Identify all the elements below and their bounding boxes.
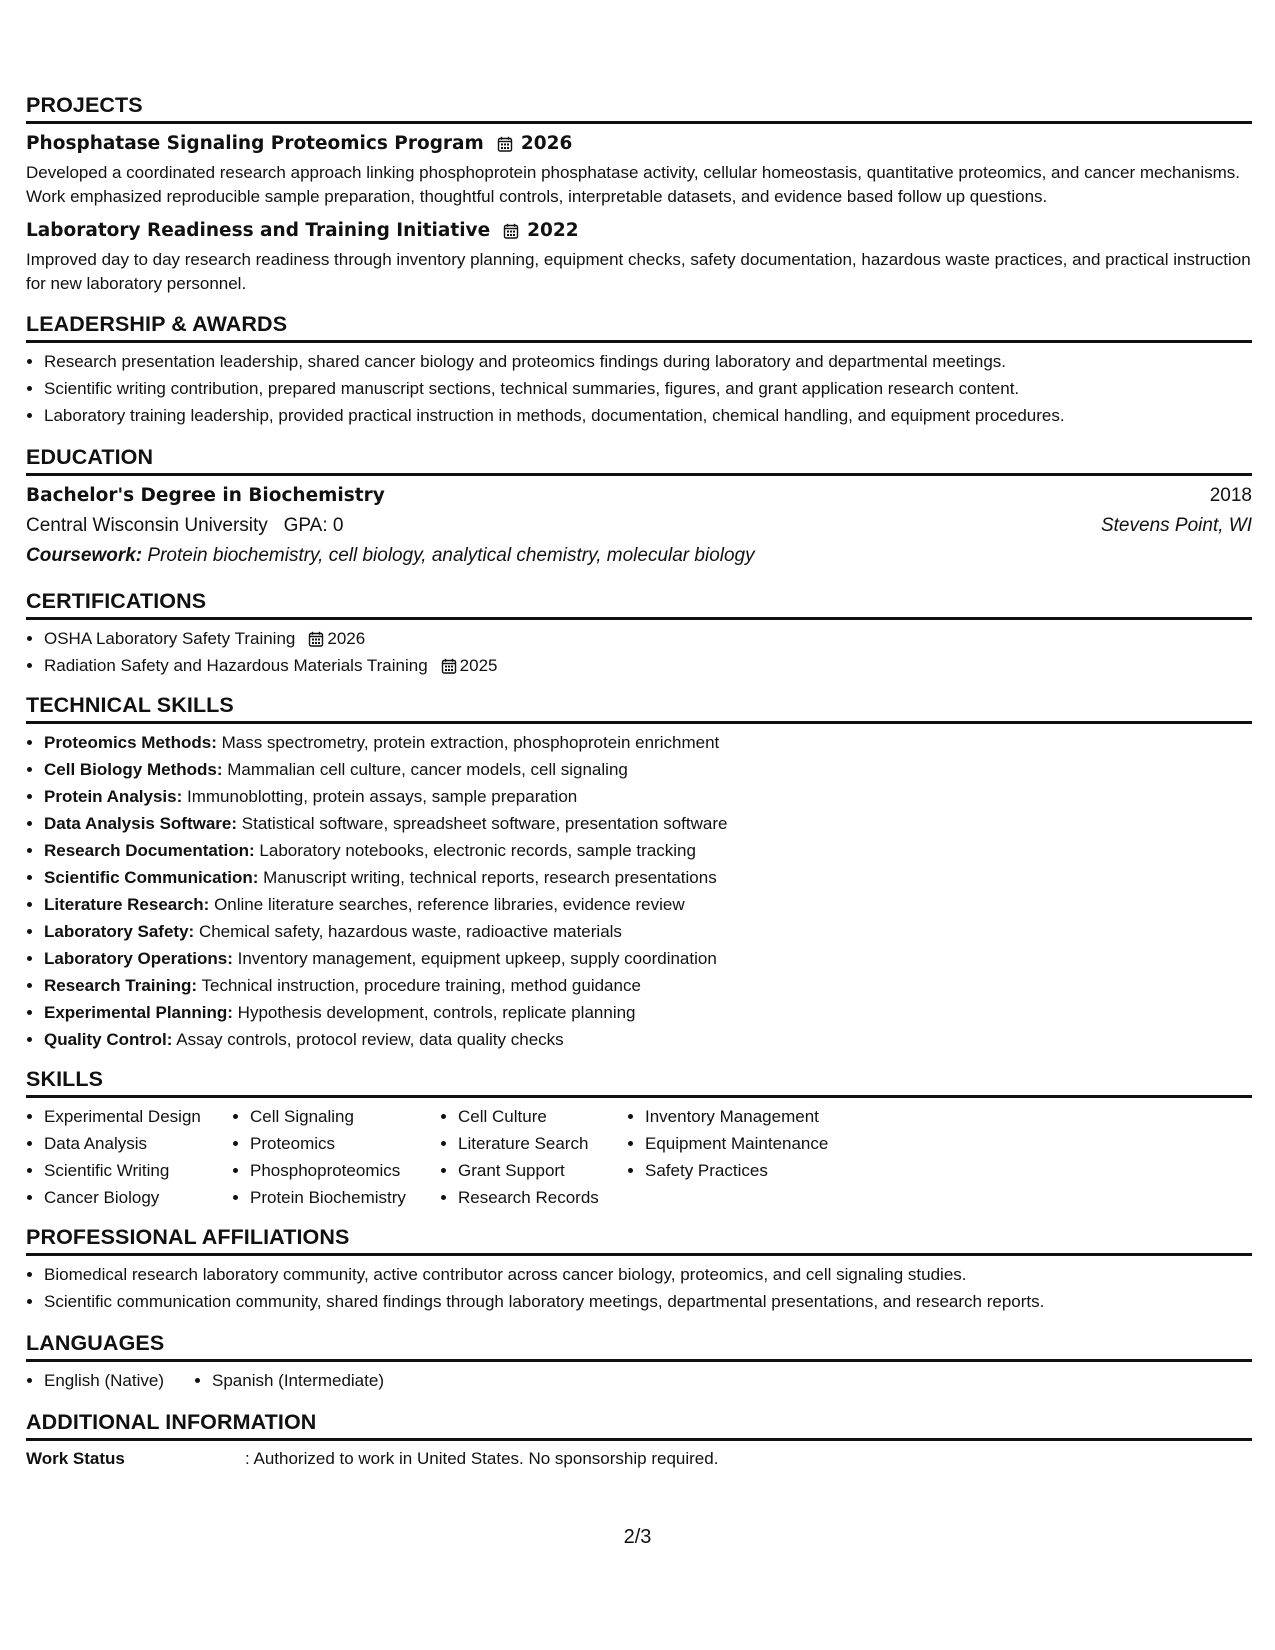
skill-value: Assay controls, protocol review, data quality checks — [176, 1030, 564, 1049]
skill-value: Immunoblotting, protein assays, sample preparation — [186, 787, 578, 806]
affiliations-section — [26, 1224, 1252, 1315]
calendar-icon — [497, 136, 513, 152]
skill-value: Laboratory notebooks, electronic records, sample tracking — [259, 841, 696, 860]
list-item: • Biomedical research laboratory community, active contributor across cancer biology, proteomics, and cell signaling studies. — [44, 1261, 1252, 1288]
skills-column — [26, 1103, 232, 1211]
skill-label: Laboratory Operations: — [44, 949, 233, 968]
coursework — [26, 541, 1252, 571]
languages-column — [26, 1367, 194, 1394]
technical-skills-section — [26, 692, 1252, 1053]
skills-column — [232, 1103, 440, 1211]
skill-value: Online literature searches, reference libraries, evidence review — [214, 895, 685, 914]
list-item: • Safety Practices — [645, 1157, 885, 1184]
skill-value: Inventory management, equipment upkeep, supply coordination — [237, 949, 717, 968]
certifications-section — [26, 588, 1252, 679]
leadership-section — [26, 311, 1252, 429]
cert-name: • OSHA Laboratory Safety Training — [44, 629, 296, 648]
list-item — [44, 652, 1252, 679]
education-section — [26, 444, 1252, 571]
school-info — [26, 511, 343, 541]
section-heading-projects: PROJECTS — [26, 92, 1252, 124]
section-heading-certifications: CERTIFICATIONS — [26, 588, 1252, 620]
list-item — [44, 729, 1252, 756]
list-item — [44, 999, 1252, 1026]
work-status-row — [26, 1447, 1252, 1471]
skill-label: Data Analysis Software: — [44, 814, 238, 833]
section-heading-leadership: LEADERSHIP & AWARDS — [26, 311, 1252, 343]
list-item: • Protein Biochemistry — [250, 1184, 440, 1211]
languages-row — [26, 1367, 1252, 1394]
list-item — [44, 972, 1252, 999]
project-description: Developed a coordinated research approach linking phosphoprotein phosphatase activity, cellular homeostasis, quantitative proteomics, and cancer mechanisms. Work emphasized reproducible sample preparation, thoughtful controls, interpretable datasets, and evidence based follow up questions. — [26, 163, 1240, 206]
skill-value: Hypothesis development, controls, replicate planning — [237, 1003, 636, 1022]
list-item — [44, 625, 1252, 652]
skill-label: Scientific Communication: — [44, 868, 259, 887]
coursework-label: Coursework: — [26, 545, 143, 566]
project-title-row — [26, 218, 1252, 244]
gpa: GPA: 0 — [283, 515, 344, 536]
education-degree-row — [26, 481, 1252, 511]
list-item: • Equipment Maintenance — [645, 1130, 885, 1157]
project-entry — [26, 131, 1252, 209]
project-title-row — [26, 131, 1252, 157]
list-item — [44, 945, 1252, 972]
list-item: • Literature Search — [458, 1130, 627, 1157]
project-year: 2022 — [527, 220, 579, 241]
additional-info-section — [26, 1409, 1252, 1471]
list-item: • Scientific communication community, shared findings through laboratory meetings, departmental presentations, and research reports. — [44, 1288, 1252, 1315]
technical-skills-list — [26, 729, 1252, 1053]
list-item — [44, 810, 1252, 837]
languages-column — [194, 1367, 384, 1394]
list-item: • Cancer Biology — [44, 1184, 232, 1211]
project-entry — [26, 218, 1252, 296]
section-heading-technical-skills: TECHNICAL SKILLS — [26, 692, 1252, 724]
skill-value: Statistical software, spreadsheet software, presentation software — [241, 814, 728, 833]
list-item: • Inventory Management — [645, 1103, 885, 1130]
resume-page — [26, 92, 1252, 1471]
list-item — [44, 918, 1252, 945]
list-item — [44, 837, 1252, 864]
list-item: • Scientific writing contribution, prepared manuscript sections, technical summaries, figures, and grant application research content. — [44, 375, 1252, 402]
skill-label: Research Training: — [44, 976, 198, 995]
school-name: Central Wisconsin University — [26, 515, 268, 536]
skills-column — [440, 1103, 627, 1211]
school-location: Stevens Point, WI — [1100, 515, 1252, 536]
list-item: • Scientific Writing — [44, 1157, 232, 1184]
calendar-icon — [503, 223, 519, 239]
education-school-row — [26, 511, 1252, 541]
skill-label: Research Documentation: — [44, 841, 255, 860]
certifications-list — [26, 625, 1252, 679]
cert-item — [44, 652, 1252, 679]
skills-columns — [26, 1103, 1252, 1211]
skill-label: Cell Biology Methods: — [44, 760, 223, 779]
leadership-list — [26, 348, 1252, 429]
list-item: • Phosphoproteomics — [250, 1157, 440, 1184]
list-item — [44, 783, 1252, 810]
list-item: • Spanish (Intermediate) — [212, 1367, 384, 1394]
list-item — [44, 864, 1252, 891]
skill-value: Mass spectrometry, protein extraction, phosphoprotein enrichment — [221, 733, 720, 752]
education-year: 2018 — [1209, 485, 1252, 506]
list-item: • Proteomics — [250, 1130, 440, 1157]
section-heading-skills: SKILLS — [26, 1066, 1252, 1098]
skills-section — [26, 1066, 1252, 1211]
cert-year: 2025 — [459, 656, 498, 675]
section-heading-education: EDUCATION — [26, 444, 1252, 476]
project-year: 2026 — [520, 133, 573, 154]
skill-label: Experimental Planning: — [44, 1003, 233, 1022]
coursework-text: Protein biochemistry, cell biology, analytical chemistry, molecular biology — [147, 545, 755, 566]
page-number: 2/3 — [623, 1526, 652, 1548]
list-item: • Laboratory training leadership, provided practical instruction in methods, documentation, chemical handling, and equipment procedures. — [44, 402, 1252, 429]
list-item — [44, 1026, 1252, 1053]
cert-year: 2026 — [327, 629, 366, 648]
list-item: • Cell Signaling — [250, 1103, 440, 1130]
skill-label: Proteomics Methods: — [44, 733, 217, 752]
list-item — [44, 891, 1252, 918]
list-item: • Grant Support — [458, 1157, 627, 1184]
skills-column — [627, 1103, 885, 1211]
skill-value: Manuscript writing, technical reports, research presentations — [263, 868, 717, 887]
list-item: • Data Analysis — [44, 1130, 232, 1157]
skill-label: Protein Analysis: — [44, 787, 183, 806]
affiliations-list — [26, 1261, 1252, 1315]
project-title: Phosphatase Signaling Proteomics Program — [26, 133, 484, 154]
cert-item — [44, 625, 1252, 652]
cert-name: • Radiation Safety and Hazardous Materials Training — [44, 656, 428, 675]
calendar-icon — [441, 658, 457, 674]
degree-title: Bachelor's Degree in Biochemistry — [26, 485, 385, 506]
list-item: • Experimental Design — [44, 1103, 232, 1130]
skill-label: Literature Research: — [44, 895, 210, 914]
project-description: Improved day to day research readiness through inventory planning, equipment checks, safety documentation, hazardous waste practices, and practical instruction for new laboratory personnel. — [26, 250, 1251, 293]
project-title: Laboratory Readiness and Training Initiative — [26, 220, 491, 241]
section-heading-languages: LANGUAGES — [26, 1330, 1252, 1362]
skill-label: Quality Control: — [44, 1030, 173, 1049]
list-item: • Research presentation leadership, shared cancer biology and proteomics findings during laboratory and departmental meetings. — [44, 348, 1252, 375]
skill-value: Technical instruction, procedure training, method guidance — [201, 976, 641, 995]
section-heading-affiliations: PROFESSIONAL AFFILIATIONS — [26, 1224, 1252, 1256]
section-heading-additional-info: ADDITIONAL INFORMATION — [26, 1409, 1252, 1441]
work-status-label: Work Status — [26, 1449, 125, 1468]
skill-value: Mammalian cell culture, cancer models, cell signaling — [227, 760, 628, 779]
calendar-icon — [308, 631, 324, 647]
work-status-value: : Authorized to work in United States. No sponsorship required. — [245, 1449, 719, 1468]
projects-section — [26, 92, 1252, 296]
skill-label: Laboratory Safety: — [44, 922, 195, 941]
list-item — [44, 756, 1252, 783]
list-item: • Cell Culture — [458, 1103, 627, 1130]
skill-value: Chemical safety, hazardous waste, radioactive materials — [198, 922, 622, 941]
languages-section — [26, 1330, 1252, 1394]
list-item: • Research Records — [458, 1184, 627, 1211]
list-item: • English (Native) — [44, 1367, 194, 1394]
